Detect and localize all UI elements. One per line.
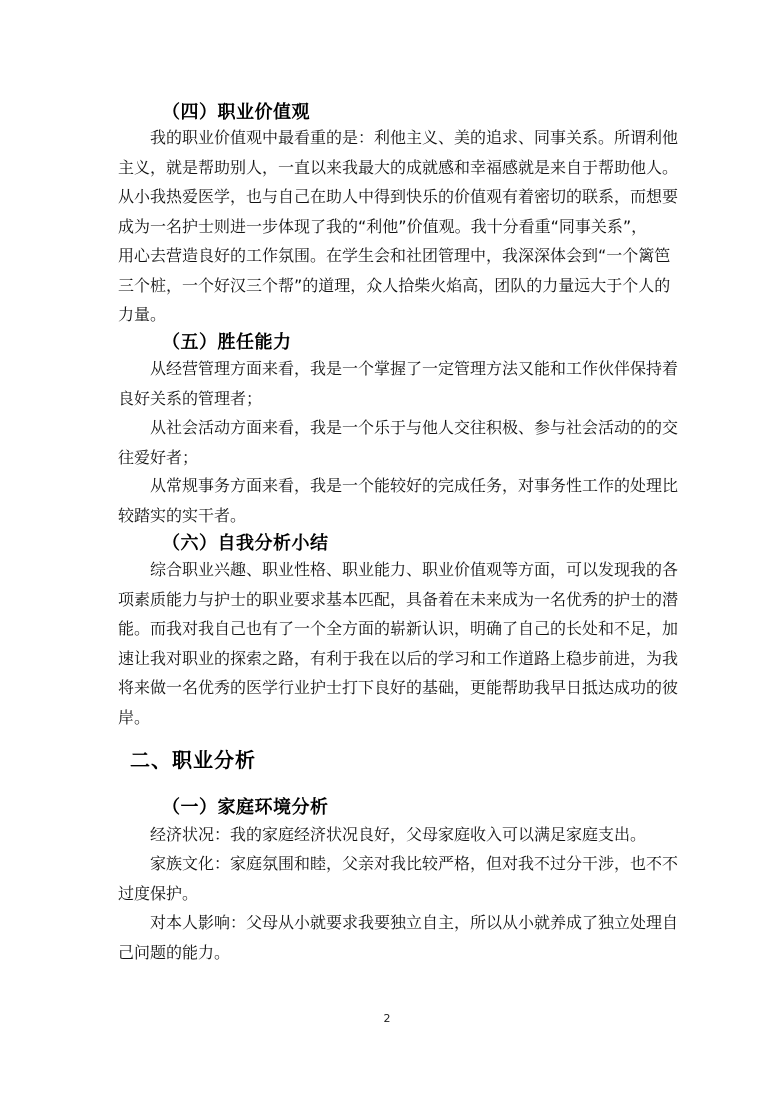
paragraph-family-culture <box>118 849 679 908</box>
text-line: 从小我热爱医学，也与自己在助人中得到快乐的价值观有着密切的联系，而想要 <box>118 187 679 206</box>
text-line: 将来做一名优秀的医学行业护士打下良好的基础，更能帮助我早日抵达成功的彼 <box>118 678 679 697</box>
section-heading-family: （一）家庭环境分析 <box>162 797 329 818</box>
text-line: 往爱好者； <box>118 447 199 467</box>
paragraph-values <box>118 123 679 330</box>
text-line: 经济状况：我的家庭经济状况良好，父母家庭收入可以满足家庭支出。 <box>150 825 647 844</box>
page-number: 2 <box>383 1012 391 1025</box>
text-line: 岸。 <box>118 707 151 727</box>
text-line: 速让我对职业的探索之路，有利于我在以后的学习和工作道路上稳步前进，为我 <box>118 648 679 668</box>
text-line: 过度保护。 <box>118 883 199 903</box>
text-line: 项素质能力与护士的职业要求基本匹配，具备着在未来成为一名优秀的护士的潜 <box>118 589 679 609</box>
paragraph-routine <box>118 471 679 530</box>
text-line: 较踏实的实干者。 <box>118 505 247 525</box>
text-line: 从常规事务方面来看，我是一个能较好的完成任务，对事务性工作的处理比 <box>150 476 679 495</box>
text-line: 家族文化：家庭氛围和睦，父亲对我比较严格，但对我不过分干涉，也不不 <box>150 854 679 873</box>
text-line: 成为一名护士则进一步体现了我的“利他”价值观。我十分看重“同事关系”， <box>118 216 648 236</box>
text-line: 从经营管理方面来看，我是一个掌握了一定管理方法又能和工作伙伴保持着 <box>150 359 679 378</box>
text-line: 对本人影响：父母从小就要求我要独立自主，所以从小就养成了独立处理自 <box>150 913 679 932</box>
paragraph-summary <box>118 555 679 732</box>
paragraph-influence <box>118 908 679 967</box>
section-heading-competence: （五）胜任能力 <box>162 332 292 353</box>
text-line: 己问题的能力。 <box>118 942 231 962</box>
paragraph-social <box>118 413 679 472</box>
section-heading-summary: （六）自我分析小结 <box>162 533 329 554</box>
text-line: 力量。 <box>118 305 167 324</box>
text-line: 从社会活动方面来看，我是一个乐于与他人交往积极、参与社会活动的的交 <box>150 418 679 437</box>
text-line: 良好关系的管理者； <box>118 388 263 408</box>
text-line: 用心去营造良好的工作氛围。在学生会和社团管理中，我深深体会到“一个篱笆 <box>118 246 671 265</box>
text-line: 主义，就是帮助别人，一直以来我最大的成就感和幸福感就是来自于帮助他人。 <box>118 157 679 177</box>
section-heading-values: （四）职业价值观 <box>162 102 310 123</box>
text-line: 三个桩，一个好汉三个帮”的道理，众人拾柴火焰高，团队的力量远大于个人的 <box>118 275 671 295</box>
paragraph-economy <box>118 820 658 850</box>
chapter-heading-career-analysis: 二、职业分析 <box>130 748 256 772</box>
text-line: 能。而我对我自己也有了一个全方面的崭新认识，明确了自己的长处和不足，加 <box>118 619 679 638</box>
paragraph-management <box>118 354 679 413</box>
text-line: 我的职业价值观中最看重的是：利他主义、美的追求、同事关系。所谓利他 <box>150 128 679 147</box>
text-line: 综合职业兴趣、职业性格、职业能力、职业价值观等方面，可以发现我的各 <box>150 560 679 579</box>
